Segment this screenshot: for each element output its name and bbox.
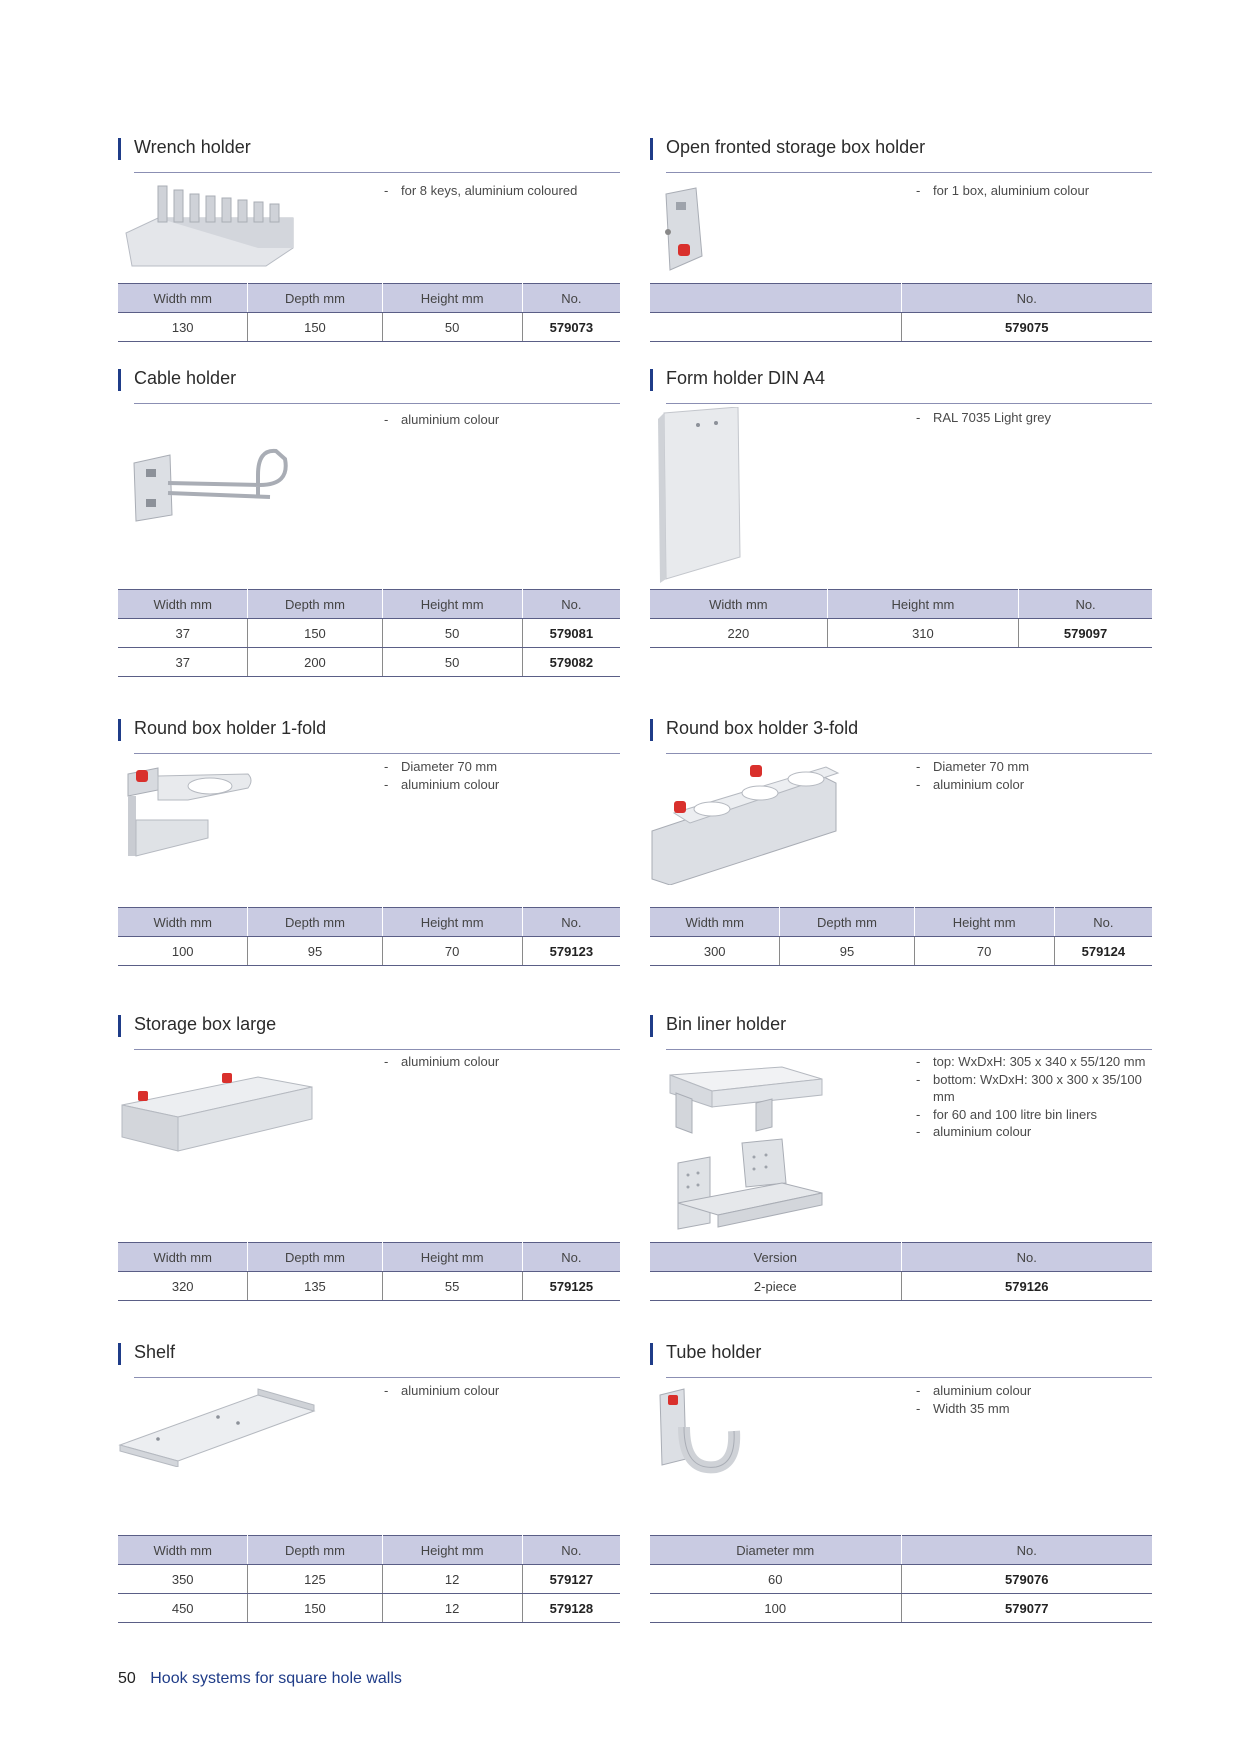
section-title <box>134 1339 620 1378</box>
feature-list <box>916 1382 1152 1417</box>
feature-item: - aluminium colour <box>384 411 620 429</box>
section-cable-holder <box>118 365 620 670</box>
column-header: Width mm <box>650 908 780 937</box>
section-title <box>134 134 620 173</box>
column-header: No. <box>522 908 620 937</box>
table-cell: 125 <box>248 1565 382 1594</box>
column-header: No. <box>901 1243 1152 1272</box>
section-form-holder <box>650 365 1152 641</box>
title-text: Shelf <box>134 1342 176 1362</box>
feature-item: - aluminium colour <box>916 1123 1152 1141</box>
table-cell: 70 <box>382 937 522 966</box>
feature-list <box>384 1382 620 1400</box>
section-title <box>134 1011 620 1050</box>
table-row <box>650 313 1152 342</box>
column-header: Width mm <box>118 1536 248 1565</box>
table-cell: 95 <box>780 937 914 966</box>
spec-table <box>650 283 1152 342</box>
column-header: No. <box>901 1536 1152 1565</box>
section-title <box>134 365 620 404</box>
table-row <box>118 648 620 677</box>
spec-table <box>650 907 1152 966</box>
column-header: No. <box>901 284 1152 313</box>
feature-list <box>384 758 620 793</box>
round-box-holder-1-fold-image <box>118 760 258 865</box>
title-text: Round box holder 1-fold <box>134 718 327 738</box>
title-accent-bar <box>118 719 121 741</box>
column-header: Depth mm <box>248 908 382 937</box>
table-cell: 130 <box>118 313 248 342</box>
section-title <box>666 134 1152 173</box>
section-title <box>666 715 1152 754</box>
page-number: 50 <box>118 1670 136 1687</box>
table-cell: 350 <box>118 1565 248 1594</box>
page-footer <box>118 1670 402 1688</box>
column-header: Height mm <box>382 590 522 619</box>
table-cell: 320 <box>118 1272 248 1301</box>
table-cell: 12 <box>382 1565 522 1594</box>
spec-table <box>118 283 620 342</box>
table-cell: 2-piece <box>650 1272 901 1301</box>
spec-table <box>650 1535 1152 1623</box>
article-number: 579126 <box>901 1272 1152 1301</box>
column-header: No. <box>522 590 620 619</box>
article-number: 579081 <box>522 619 620 648</box>
column-header: Depth mm <box>248 1243 382 1272</box>
section-round-box-holder-3-fold <box>650 715 1152 959</box>
table-row <box>118 1272 620 1301</box>
title-accent-bar <box>650 719 653 741</box>
feature-item: - aluminium colour <box>384 1382 620 1400</box>
spec-table <box>650 589 1152 648</box>
table-cell: 50 <box>382 648 522 677</box>
table-cell: 450 <box>118 1594 248 1623</box>
column-header: Version <box>650 1243 901 1272</box>
table-row <box>118 937 620 966</box>
table-cell: 200 <box>248 648 382 677</box>
table-cell: 70 <box>914 937 1054 966</box>
table-row <box>118 313 620 342</box>
feature-item: - Diameter 70 mm <box>384 758 620 776</box>
feature-list <box>916 182 1152 200</box>
table-header-row <box>650 1243 1152 1272</box>
title-text: Round box holder 3-fold <box>666 718 859 738</box>
column-header: No. <box>1019 590 1152 619</box>
column-header: Depth mm <box>248 284 382 313</box>
table-cell: 37 <box>118 619 248 648</box>
title-text: Open fronted storage box holder <box>666 137 926 157</box>
table-cell: 55 <box>382 1272 522 1301</box>
table-cell: 37 <box>118 648 248 677</box>
feature-item: - RAL 7035 Light grey <box>916 409 1152 427</box>
feature-item: - aluminium color <box>916 776 1152 794</box>
article-number: 579097 <box>1019 619 1152 648</box>
spec-table <box>118 1535 620 1623</box>
table-cell: 150 <box>248 1594 382 1623</box>
feature-item: - aluminium colour <box>384 776 620 794</box>
feature-item: - Width 35 mm <box>916 1400 1152 1418</box>
table-row <box>118 1565 620 1594</box>
title-text: Tube holder <box>666 1342 762 1362</box>
section-wrench-holder <box>118 134 620 335</box>
feature-list <box>384 411 620 429</box>
table-header-row <box>650 590 1152 619</box>
table-header-row <box>650 908 1152 937</box>
spec-table <box>118 1242 620 1301</box>
feature-item: - for 1 box, aluminium colour <box>916 182 1152 200</box>
feature-list <box>916 758 1152 793</box>
open-box-holder-image <box>656 186 716 281</box>
column-header: Height mm <box>827 590 1018 619</box>
feature-item: - aluminium colour <box>384 1053 620 1071</box>
table-cell: 95 <box>248 937 382 966</box>
table-row <box>650 1272 1152 1301</box>
feature-list <box>384 182 620 200</box>
table-row <box>650 1594 1152 1623</box>
section-title <box>666 365 1152 404</box>
column-header: Depth mm <box>248 590 382 619</box>
cable-holder-image <box>130 445 300 530</box>
table-row <box>650 619 1152 648</box>
article-number: 579076 <box>901 1565 1152 1594</box>
column-header: Width mm <box>650 590 827 619</box>
article-number: 579123 <box>522 937 620 966</box>
column-header: Height mm <box>382 908 522 937</box>
feature-list <box>916 1053 1152 1141</box>
title-text: Bin liner holder <box>666 1014 787 1034</box>
wrench-holder-image <box>118 178 308 273</box>
table-cell: 135 <box>248 1272 382 1301</box>
column-header: Width mm <box>118 284 248 313</box>
section-title <box>666 1011 1152 1050</box>
section-shelf <box>118 1339 620 1616</box>
table-header-row <box>118 284 620 313</box>
table-row <box>650 937 1152 966</box>
table-header-row <box>118 1243 620 1272</box>
column-header: Height mm <box>382 1243 522 1272</box>
section-title <box>666 1339 1152 1378</box>
column-header: Height mm <box>914 908 1054 937</box>
title-text: Form holder DIN A4 <box>666 368 826 388</box>
column-header: Diameter mm <box>650 1536 901 1565</box>
section-bin-liner-holder <box>650 1011 1152 1294</box>
table-cell: 50 <box>382 619 522 648</box>
table-row <box>650 1565 1152 1594</box>
feature-item: - Diameter 70 mm <box>916 758 1152 776</box>
section-title <box>134 715 620 754</box>
table-header-row <box>118 590 620 619</box>
article-number: 579075 <box>901 313 1152 342</box>
bin-liner-holder-image <box>662 1063 832 1236</box>
title-text: Storage box large <box>134 1014 277 1034</box>
title-text: Cable holder <box>134 368 237 388</box>
title-accent-bar <box>118 369 121 391</box>
tube-holder-image <box>654 1387 744 1482</box>
table-cell <box>650 313 901 342</box>
shelf-image <box>118 1383 318 1472</box>
footer-title: Hook systems for square hole walls <box>150 1670 402 1687</box>
section-open-box-holder <box>650 134 1152 335</box>
column-header: Width mm <box>118 908 248 937</box>
column-header: Width mm <box>118 590 248 619</box>
form-holder-image <box>654 407 744 588</box>
table-cell: 60 <box>650 1565 901 1594</box>
table-cell: 100 <box>118 937 248 966</box>
feature-item: - for 8 keys, aluminium coloured <box>384 182 620 200</box>
article-number: 579127 <box>522 1565 620 1594</box>
column-header: No. <box>1054 908 1152 937</box>
title-accent-bar <box>650 1343 653 1365</box>
spec-table <box>650 1242 1152 1301</box>
article-number: 579073 <box>522 313 620 342</box>
spec-table <box>118 589 620 677</box>
spec-table <box>118 907 620 966</box>
feature-item: - top: WxDxH: 305 x 340 x 55/120 mm <box>916 1053 1152 1071</box>
table-cell: 50 <box>382 313 522 342</box>
table-cell: 310 <box>827 619 1018 648</box>
feature-item: - aluminium colour <box>916 1382 1152 1400</box>
column-header <box>650 284 901 313</box>
feature-list <box>384 1053 620 1071</box>
title-accent-bar <box>650 1015 653 1037</box>
table-cell: 150 <box>248 313 382 342</box>
table-cell: 150 <box>248 619 382 648</box>
column-header: Depth mm <box>780 908 914 937</box>
title-accent-bar <box>118 1015 121 1037</box>
section-storage-box-large <box>118 1011 620 1294</box>
storage-box-large-image <box>118 1071 318 1166</box>
article-number: 579082 <box>522 648 620 677</box>
column-header: Height mm <box>382 284 522 313</box>
column-header: Width mm <box>118 1243 248 1272</box>
title-text: Wrench holder <box>134 137 251 157</box>
column-header: Depth mm <box>248 1536 382 1565</box>
feature-item: - for 60 and 100 litre bin liners <box>916 1106 1152 1124</box>
table-cell: 220 <box>650 619 827 648</box>
table-header-row <box>118 908 620 937</box>
article-number: 579128 <box>522 1594 620 1623</box>
column-header: No. <box>522 1536 620 1565</box>
feature-item: - bottom: WxDxH: 300 x 300 x 35/100 mm <box>916 1071 1152 1106</box>
section-tube-holder <box>650 1339 1152 1616</box>
table-header-row <box>650 284 1152 313</box>
table-row <box>118 619 620 648</box>
table-cell: 300 <box>650 937 780 966</box>
feature-list <box>916 409 1152 427</box>
table-cell: 12 <box>382 1594 522 1623</box>
title-accent-bar <box>650 369 653 391</box>
table-header-row <box>118 1536 620 1565</box>
title-accent-bar <box>118 1343 121 1365</box>
round-box-holder-3-fold-image <box>650 761 840 890</box>
title-accent-bar <box>650 138 653 160</box>
article-number: 579125 <box>522 1272 620 1301</box>
title-accent-bar <box>118 138 121 160</box>
column-header: No. <box>522 284 620 313</box>
table-row <box>118 1594 620 1623</box>
table-cell: 100 <box>650 1594 901 1623</box>
section-round-box-holder-1-fold <box>118 715 620 959</box>
column-header: Height mm <box>382 1536 522 1565</box>
article-number: 579124 <box>1054 937 1152 966</box>
article-number: 579077 <box>901 1594 1152 1623</box>
column-header: No. <box>522 1243 620 1272</box>
table-header-row <box>650 1536 1152 1565</box>
